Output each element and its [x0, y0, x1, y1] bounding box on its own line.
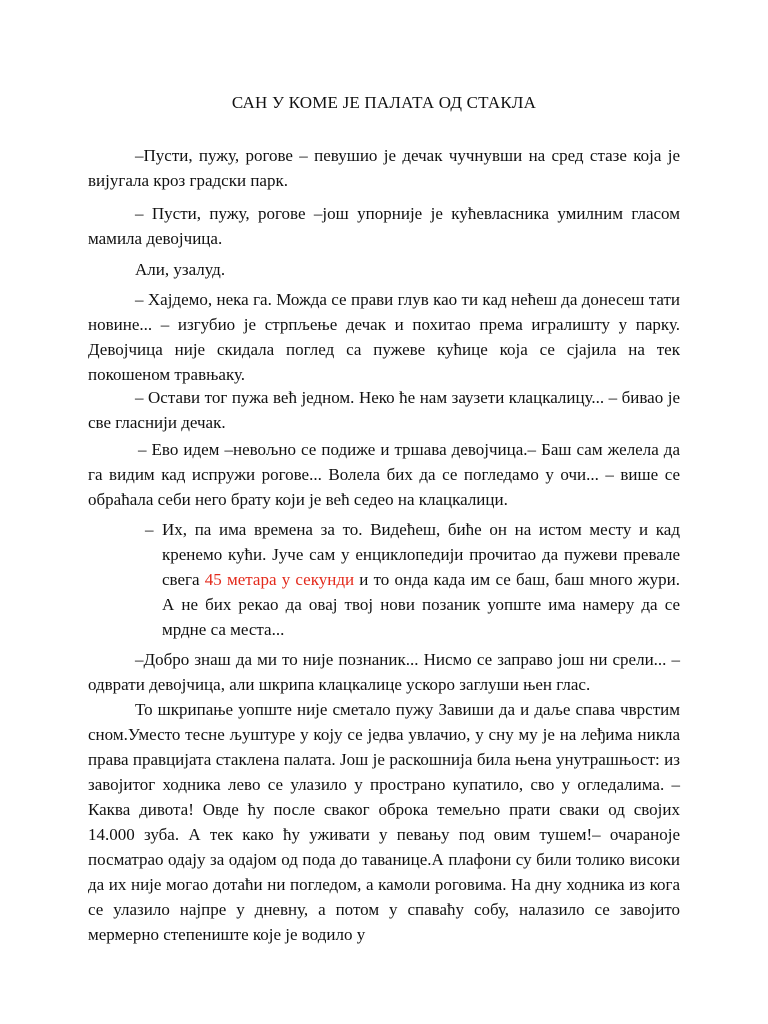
- paragraph-4: – Хајдемо, нека га. Можда се прави глув као ти кад нећеш да донесеш тати новине... – изгубио је стрпљење дечак и похитао према игралишту у парку. Девојчица није скидала поглед са пужеве кућице која се сјајила на тек покошеном травњаку.: [88, 290, 680, 384]
- list-item-text-after: и то онда када им се баш, баш много жури. А не бих рекао да овај твој нови позаник уопште има намеру да се мрдне са места...: [162, 570, 680, 639]
- highlighted-text: 45 метара у секунди: [204, 570, 355, 589]
- document-title: САН У КОМЕ ЈЕ ПАЛАТА ОД СТАКЛА: [231, 93, 537, 112]
- dialogue-list-item: [88, 517, 680, 642]
- list-item-text-before: Их, па има времена за то. Видећеш, биће он на истом месту и кад кренемо кући. Јуче сам у енциклопедији прочитао да пужеви превале свега: [162, 520, 680, 589]
- paragraph-8: –Добро знаш да ми то није познаник... Нисмо се заправо још ни срели... – одврати девојчица, али шкрипа клацкалице ускоро заглуши њен глас.: [88, 650, 680, 694]
- list-item-body: [162, 517, 680, 642]
- list-dash: –: [145, 520, 154, 539]
- paragraph-2: – Пусти, пужу, рогове –још упорније је кућевласника умилним гласом мамила девојчица.: [88, 204, 680, 248]
- paragraph-6: – Ево идем –невољно се подиже и тршава девојчица.– Баш сам желела да га видим кад испружи рогове... Волела бих да се погледамо у очи... – више се обраћала себи него брату који је већ седео на клацкалици.: [88, 440, 680, 509]
- paragraph-9: То шкрипање уопште није сметало пужу Завиши да и даље спава чврстим сном.Уместо тесне љуштуре у коју се једва увлачио, у сну му је на леђима никла права правцијата стаклена палата. Још је раскошнија била њена унутрашњост: из завојитог ходника лево се улазило у пространо купатило, сво у огледалима. – Каква дивота! Овде ћу после сваког оброка темељно прати сваки од својих 14.000 зуба. А тек како ћу уживати у певању под овим тушем!– очараноје посматрао одају за одајом од пода до таванице.А плафони су били толико високи да их није могао дотаћи ни погледом, а камоли роговима. На дну ходника из кога се улазило најпре у дневну, а потом у спаваћу собу, налазило се завојито мермерно степениште које је водило у: [88, 700, 680, 944]
- paragraph-5: – Остави тог пужа већ једном. Неко ће нам заузети клацкалицу... – бивао је све гласнији дечак.: [88, 388, 680, 432]
- paragraph-1: –Пусти, пужу, рогове – певушио је дечак чучнувши на сред стазе која је вијугала кроз градски парк.: [88, 146, 680, 190]
- paragraph-3: Али, узалуд.: [135, 260, 226, 279]
